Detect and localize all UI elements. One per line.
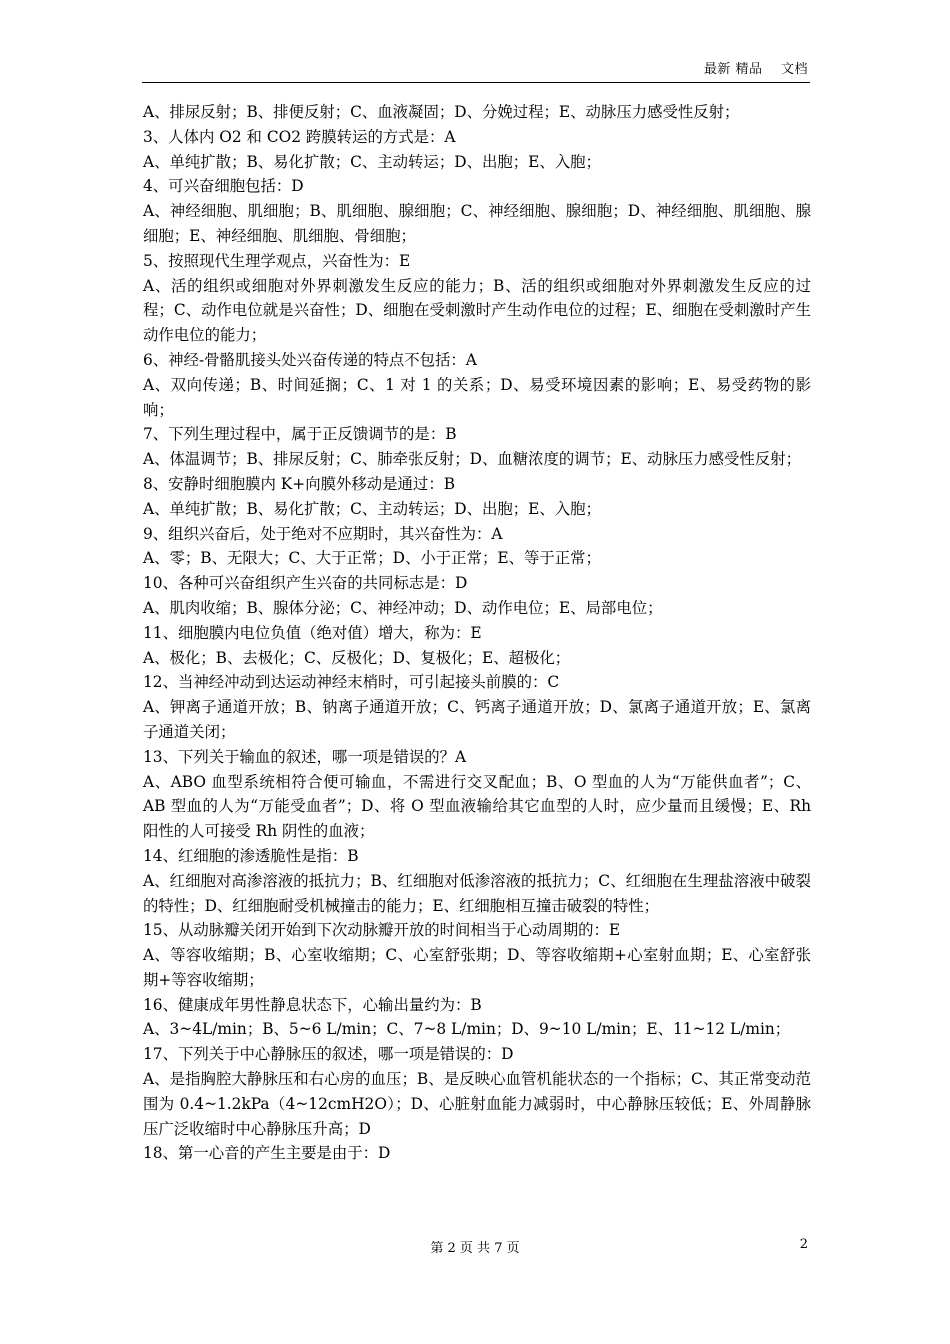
options-line: A、单纯扩散；B、易化扩散；C、主动转运；D、出胞；E、入胞； xyxy=(143,499,601,518)
options-line: A、体温调节；B、排尿反射；C、肺牵张反射；D、血糖浓度的调节；E、动脉压力感受性反射； xyxy=(143,450,802,469)
question-line: 12、当神经冲动到达运动神经末梢时，可引起接头前膜的：C xyxy=(143,673,560,692)
options-line: A、双向传递；B、时间延搁；C、1 对 1 的关系；D、易受环境因素的影响；E、易受药物的影响； xyxy=(143,375,811,419)
options-line: A、肌肉收缩；B、腺体分泌；C、神经冲动；D、动作电位；E、局部电位； xyxy=(143,598,663,617)
options-line: A、活的组织或细胞对外界刺激发生反应的能力；B、活的组织或细胞对外界刺激发生反应的过程；C、动作电位就是兴奋性；D、细胞在受刺激时产生动作电位的过程；E、细胞在受刺激时产生动作电位的能力； xyxy=(143,276,811,345)
question-line: 18、第一心音的产生主要是由于：D xyxy=(143,1144,391,1163)
question-line: 10、各种可兴奋组织产生兴奋的共同标志是：D xyxy=(143,574,468,593)
header-divider xyxy=(142,82,810,83)
question-line: 4、可兴奋细胞包括：D xyxy=(143,177,304,196)
options-line: A、钾离子通道开放；B、钠离子通道开放；C、钙离子通道开放；D、氯离子通道开放；E、氯离子通道关闭； xyxy=(143,698,811,741)
options-line: A、单纯扩散；B、易化扩散；C、主动转运；D、出胞；E、入胞； xyxy=(143,152,601,171)
options-line: A、3~4L/min；B、5~6 L/min；C、7~8 L/min；D、9~10 L/min；E、11~12 L/min； xyxy=(143,1020,791,1039)
question-line: 17、下列关于中心静脉压的叙述，哪一项是错误的：D xyxy=(143,1045,514,1064)
text-line: A、排尿反射；B、排便反射；C、血液凝固；D、分娩过程；E、动脉压力感受性反射； xyxy=(143,103,740,121)
question-line: 16、健康成年男性静息状态下，心输出量约为：B xyxy=(143,995,482,1014)
question-line: 13、下列关于输血的叙述，哪一项是错误的？A xyxy=(143,747,467,766)
question-line: 5、按照现代生理学观点，兴奋性为：E xyxy=(143,251,411,270)
options-line: A、是指胸腔大静脉压和右心房的血压；B、是反映心血管机能状态的一个指标；C、其正常变动范围为 0.4~1.2kPa（4~12cmH2O）；D、心脏射血能力减弱时，中心静脉压较低；E、外周静脉压广泛收缩时中心静脉压升高；D xyxy=(143,1070,811,1138)
page-header: 最新 精品 文档 xyxy=(703,62,808,77)
options-line: A、神经细胞、肌细胞；B、肌细胞、腺细胞；C、神经细胞、腺细胞；D、神经细胞、肌细胞、腺细胞；E、神经细胞、肌细胞、骨细胞； xyxy=(143,202,811,245)
page-number: 2 xyxy=(799,1237,808,1252)
options-line: A、红细胞对高渗溶液的抵抗力；B、红细胞对低渗溶液的抵抗力；C、红细胞在生理盐溶液中破裂的特性；D、红细胞耐受机械撞击的能力；E、红细胞相互撞击破裂的特性； xyxy=(143,871,811,915)
page-counter: 第 2 页 共 7 页 xyxy=(430,1241,520,1256)
question-line: 9、组织兴奋后，处于绝对不应期时，其兴奋性为：A xyxy=(143,524,503,543)
question-line: 8、安静时细胞膜内 K+向膜外移动是通过：B xyxy=(143,474,456,493)
question-line: 3、人体内 O2 和 CO2 跨膜转运的方式是：A xyxy=(143,127,456,146)
question-line: 11、细胞膜内电位负值（绝对值）增大，称为：E xyxy=(143,623,482,642)
options-line: A、极化；B、去极化；C、反极化；D、复极化；E、超极化； xyxy=(143,648,571,667)
options-line: A、等容收缩期；B、心室收缩期；C、心室舒张期；D、等容收缩期+心室射血期；E、心室舒张期+等容收缩期； xyxy=(143,946,811,989)
options-line: A、ABO 血型系统相符合便可输血，不需进行交叉配血；B、O 型血的人为“万能供血者”；C、AB 型血的人为“万能受血者”；D、将 O 型血液输给其它血型的人时，应少量而且缓慢；E、Rh 阳性的人可接受 Rh 阴性的血液； xyxy=(143,772,811,841)
question-line: 14、红细胞的渗透脆性是指：B xyxy=(143,846,359,865)
question-line: 15、从动脉瓣关闭开始到下次动脉瓣开放的时间相当于心动周期的：E xyxy=(143,921,621,940)
question-line: 6、神经-骨骼肌接头处兴奋传递的特点不包括：A xyxy=(143,350,477,369)
options-line: A、零；B、无限大；C、大于正常；D、小于正常；E、等于正常； xyxy=(143,549,601,568)
document-body xyxy=(143,100,811,1166)
question-line: 7、下列生理过程中，属于正反馈调节的是：B xyxy=(143,425,457,444)
